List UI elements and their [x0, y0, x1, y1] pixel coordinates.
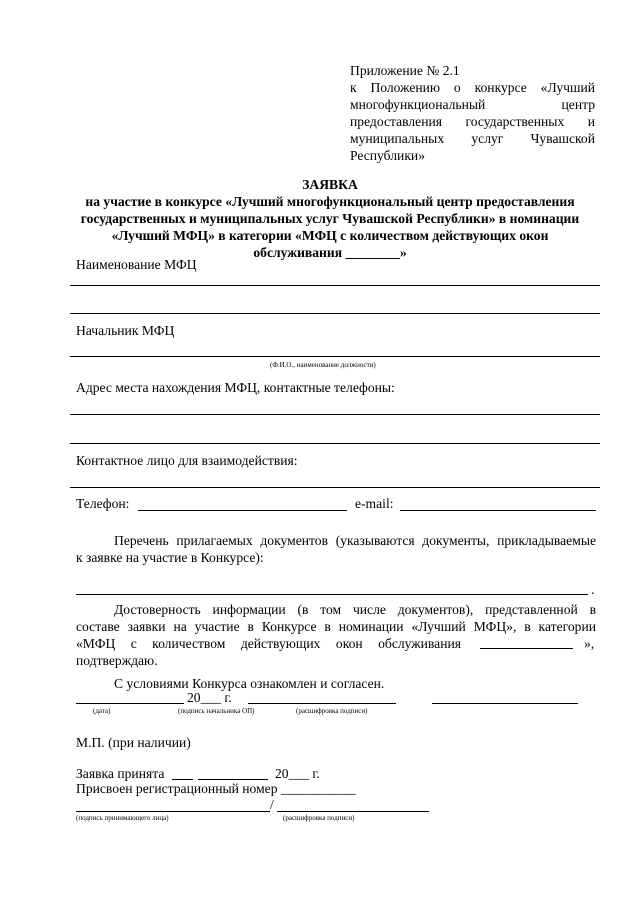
phone-field-line[interactable] — [138, 510, 347, 511]
title-line-3: «Лучший МФЦ» в категории «МФЦ с количеством действующих окон — [111, 228, 549, 243]
email-label: e-mail: — [355, 496, 394, 511]
documents-paragraph — [76, 532, 596, 566]
reliability-line-2: составе заявки на участие в Конкурсе в номинации «Лучший МФЦ», в категории — [76, 619, 596, 634]
appendix-line-6: Республики» — [350, 148, 425, 163]
title-heading: ЗАЯВКА — [302, 177, 358, 192]
appendix-line-3: многофункциональный центр — [350, 97, 595, 112]
slash: / — [270, 797, 274, 812]
head-mfc-caption: (Ф.И.О., наименование должности) — [270, 361, 376, 369]
caption-decode: (расшифровка подписи) — [296, 707, 368, 715]
reliability-line-3-text: «МФЦ с количеством действующих окон обслуживания — [76, 636, 461, 651]
address-label: Адрес места нахождения МФЦ, контактные телефоны: — [76, 380, 395, 395]
title-block — [55, 176, 605, 261]
reliability-line-3 — [76, 635, 596, 652]
contact-label: Контактное лицо для взаимодействия: — [76, 453, 298, 468]
registration-number: Присвоен регистрационный номер ___________ — [76, 781, 356, 796]
contact-line[interactable] — [70, 487, 600, 488]
receiver-signature-line[interactable] — [76, 811, 270, 812]
signature-line[interactable] — [248, 703, 396, 704]
appendix-line-4: предоставления государственных и — [350, 114, 595, 129]
caption-date: (дата) — [93, 707, 111, 715]
agreement-text: С условиями Конкурса ознакомлен и согласен. — [114, 676, 385, 691]
appendix-line-5: муниципальных услуг Чувашской — [350, 131, 595, 146]
mfc-name-line-1[interactable] — [70, 285, 600, 286]
documents-end-dot: . — [591, 582, 595, 597]
appendix-line-2: к Положению о конкурсе «Лучший — [350, 80, 595, 95]
title-line-2: государственных и муниципальных услуг Чувашской Республики» в номинации — [80, 211, 580, 226]
documents-field-line[interactable] — [76, 594, 588, 595]
title-line-4: обслуживания ________» — [253, 245, 407, 260]
address-line-1[interactable] — [70, 414, 600, 415]
agreement-year: 20___ г. — [187, 690, 232, 705]
mfc-name-label: Наименование МФЦ — [76, 257, 197, 272]
head-mfc-label: Начальник МФЦ — [76, 323, 175, 338]
date-line-1[interactable] — [76, 703, 184, 704]
documents-line-1: Перечень прилагаемых документов (указываются документы, прикладываемые — [114, 533, 596, 548]
reliability-line-3-end: », — [584, 636, 595, 651]
appendix-line-1: Приложение № 2.1 — [350, 63, 460, 78]
reliability-line-1: Достоверность информации (в том числе документов), представленной в — [114, 602, 596, 617]
window-count-line[interactable] — [480, 648, 573, 649]
decode-line[interactable] — [432, 703, 578, 704]
reliability-paragraph — [76, 601, 596, 669]
reliability-line-4: подтверждаю. — [76, 653, 158, 668]
email-field-line[interactable] — [400, 510, 596, 511]
head-mfc-line[interactable] — [70, 356, 600, 357]
address-line-2[interactable] — [70, 443, 600, 444]
appendix-block — [350, 62, 595, 164]
documents-line-2: к заявке на участие в Конкурсе): — [76, 550, 264, 565]
caption-receiver-decode: (расшифровка подписи) — [283, 814, 355, 822]
accepted-label: Заявка принята — [76, 766, 165, 781]
caption-signature: (подпись начальника ОП) — [178, 707, 255, 715]
accepted-year: 20___ г. — [275, 766, 320, 781]
caption-receiver-signature: (подпись принимающего лица) — [76, 814, 169, 822]
mfc-name-line-2[interactable] — [70, 313, 600, 314]
title-line-1: на участие в конкурсе «Лучший многофункциональный центр предоставления — [85, 194, 575, 209]
stamp-text: М.П. (при наличии) — [76, 735, 191, 750]
receiver-decode-line[interactable] — [277, 811, 429, 812]
phone-label: Телефон: — [76, 496, 130, 511]
